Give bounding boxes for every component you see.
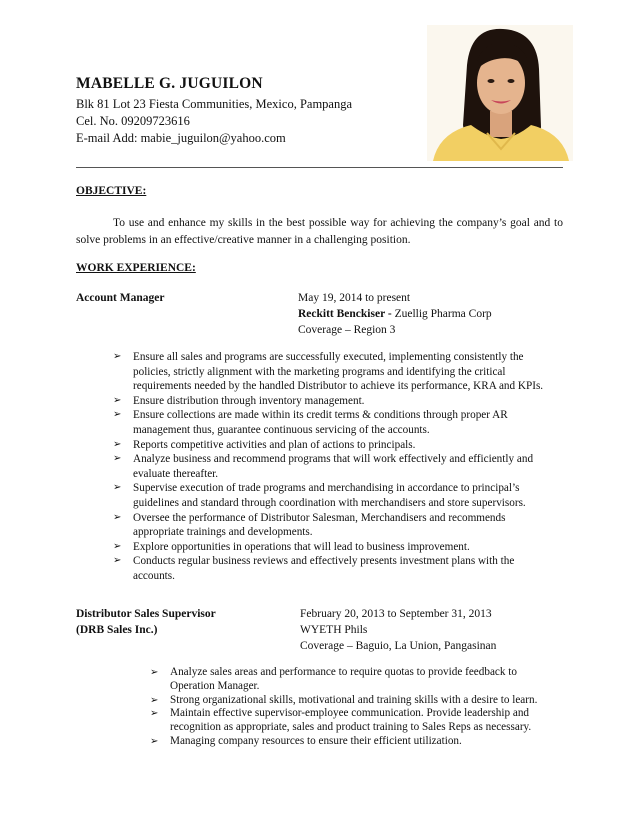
objective-heading: OBJECTIVE: bbox=[76, 185, 147, 197]
email-line: E-mail Add: mabie_juguilon@yahoo.com bbox=[76, 131, 286, 145]
arrow-bullet-icon: ➢ bbox=[113, 511, 122, 523]
job-title: Account Manager bbox=[76, 292, 165, 304]
duty-item: ➢ Explore opportunities in operations that will lead to business improvement. bbox=[113, 540, 470, 553]
job-company: Reckitt Benckiser - bbox=[298, 308, 395, 320]
duty-list bbox=[150, 666, 554, 749]
arrow-bullet-icon: ➢ bbox=[150, 694, 159, 706]
job-coverage: Coverage – Region 3 bbox=[298, 324, 396, 336]
objective-text: To use and enhance my skills in the best possible way for achieving the company’s goal and to solve problems in an effective/creative manner in a challenging position. bbox=[76, 217, 563, 246]
duty-item: ➢ Analyze sales areas and performance to require quotas to provide feedback to Operation Manager. bbox=[150, 666, 517, 692]
arrow-bullet-icon: ➢ bbox=[113, 394, 122, 406]
profile-photo-icon bbox=[427, 25, 573, 161]
arrow-bullet-icon: ➢ bbox=[150, 708, 159, 720]
contact-header bbox=[76, 75, 436, 147]
job-meta bbox=[298, 290, 492, 338]
work-experience-heading: WORK EXPERIENCE: bbox=[76, 262, 196, 274]
duty-item: ➢ Ensure collections are made within its credit terms & conditions through proper AR management thus, guarantee continuous servicing of the accounts. bbox=[113, 409, 508, 436]
arrow-bullet-icon: ➢ bbox=[150, 667, 159, 678]
arrow-bullet-icon: ➢ bbox=[113, 482, 122, 494]
profile-photo bbox=[427, 25, 573, 161]
job-date: February 20, 2013 to September 31, 2013 bbox=[300, 608, 492, 620]
duty-item: ➢ Analyze business and recommend programs that will work effectively and efficiently and evaluate thereafter. bbox=[113, 453, 534, 480]
arrow-bullet-icon: ➢ bbox=[150, 735, 159, 747]
job-date: May 19, 2014 to present bbox=[298, 292, 411, 304]
duty-item: ➢ Oversee the performance of Distributor Salesman, Merchandisers and recommends appropriate trainings and developments. bbox=[113, 511, 506, 539]
arrow-bullet-icon: ➢ bbox=[113, 409, 122, 421]
arrow-bullet-icon: ➢ bbox=[113, 540, 122, 552]
duty-item: ➢ Strong organizational skills, motivational and training skills with a desire to learn. bbox=[150, 693, 538, 706]
job-coverage: Coverage – Baguio, La Union, Pangasinan bbox=[300, 640, 497, 652]
job-meta bbox=[300, 606, 496, 654]
job-title: Distributor Sales Supervisor (DRB Sales Inc.) bbox=[76, 608, 216, 636]
job-company-line bbox=[298, 306, 492, 322]
arrow-bullet-icon: ➢ bbox=[113, 438, 122, 450]
job-employer: (DRB Sales Inc.) bbox=[76, 624, 158, 636]
duty-item: ➢ Supervise execution of trade programs and merchandising in accordance to principal’s guidelines and standard through coordination with merchandisers and store supervisors. bbox=[113, 482, 526, 509]
job-company: WYETH Phils bbox=[300, 624, 368, 636]
arrow-bullet-icon: ➢ bbox=[113, 351, 122, 362]
duty-item: ➢ Ensure distribution through inventory management. bbox=[113, 394, 365, 407]
phone-line: Cel. No. 09209723616 bbox=[76, 114, 190, 128]
job-client: Zuellig Pharma Corp bbox=[394, 308, 492, 320]
duty-item: ➢ Managing company resources to ensure their efficient utilization. bbox=[150, 734, 462, 747]
header-divider bbox=[76, 167, 563, 168]
duty-item: ➢ Conducts regular business reviews and effectively presents investment plans with the accounts. bbox=[113, 555, 515, 582]
applicant-name: MABELLE G. JUGUILON bbox=[76, 75, 263, 92]
duty-item: ➢ Maintain effective supervisor-employee communication. Provide leadership and recognition as appropriate, sales and product training to Sales Reps as necessary. bbox=[150, 707, 532, 734]
address-line: Blk 81 Lot 23 Fiesta Communities, Mexico, Pampanga bbox=[76, 97, 353, 111]
arrow-bullet-icon: ➢ bbox=[113, 555, 122, 567]
arrow-bullet-icon: ➢ bbox=[113, 453, 122, 465]
duty-list bbox=[113, 350, 551, 584]
duty-item: ➢ Reports competitive activities and plan of actions to principals. bbox=[113, 438, 416, 451]
duty-item: ➢ Ensure all sales and programs are successfully executed, implementing consistently the policies, strictly alignment with the marketing programs and identifying the critical requirements needed by the handled Distributor to achieve its performance, KRA and KPIs. bbox=[113, 351, 544, 393]
